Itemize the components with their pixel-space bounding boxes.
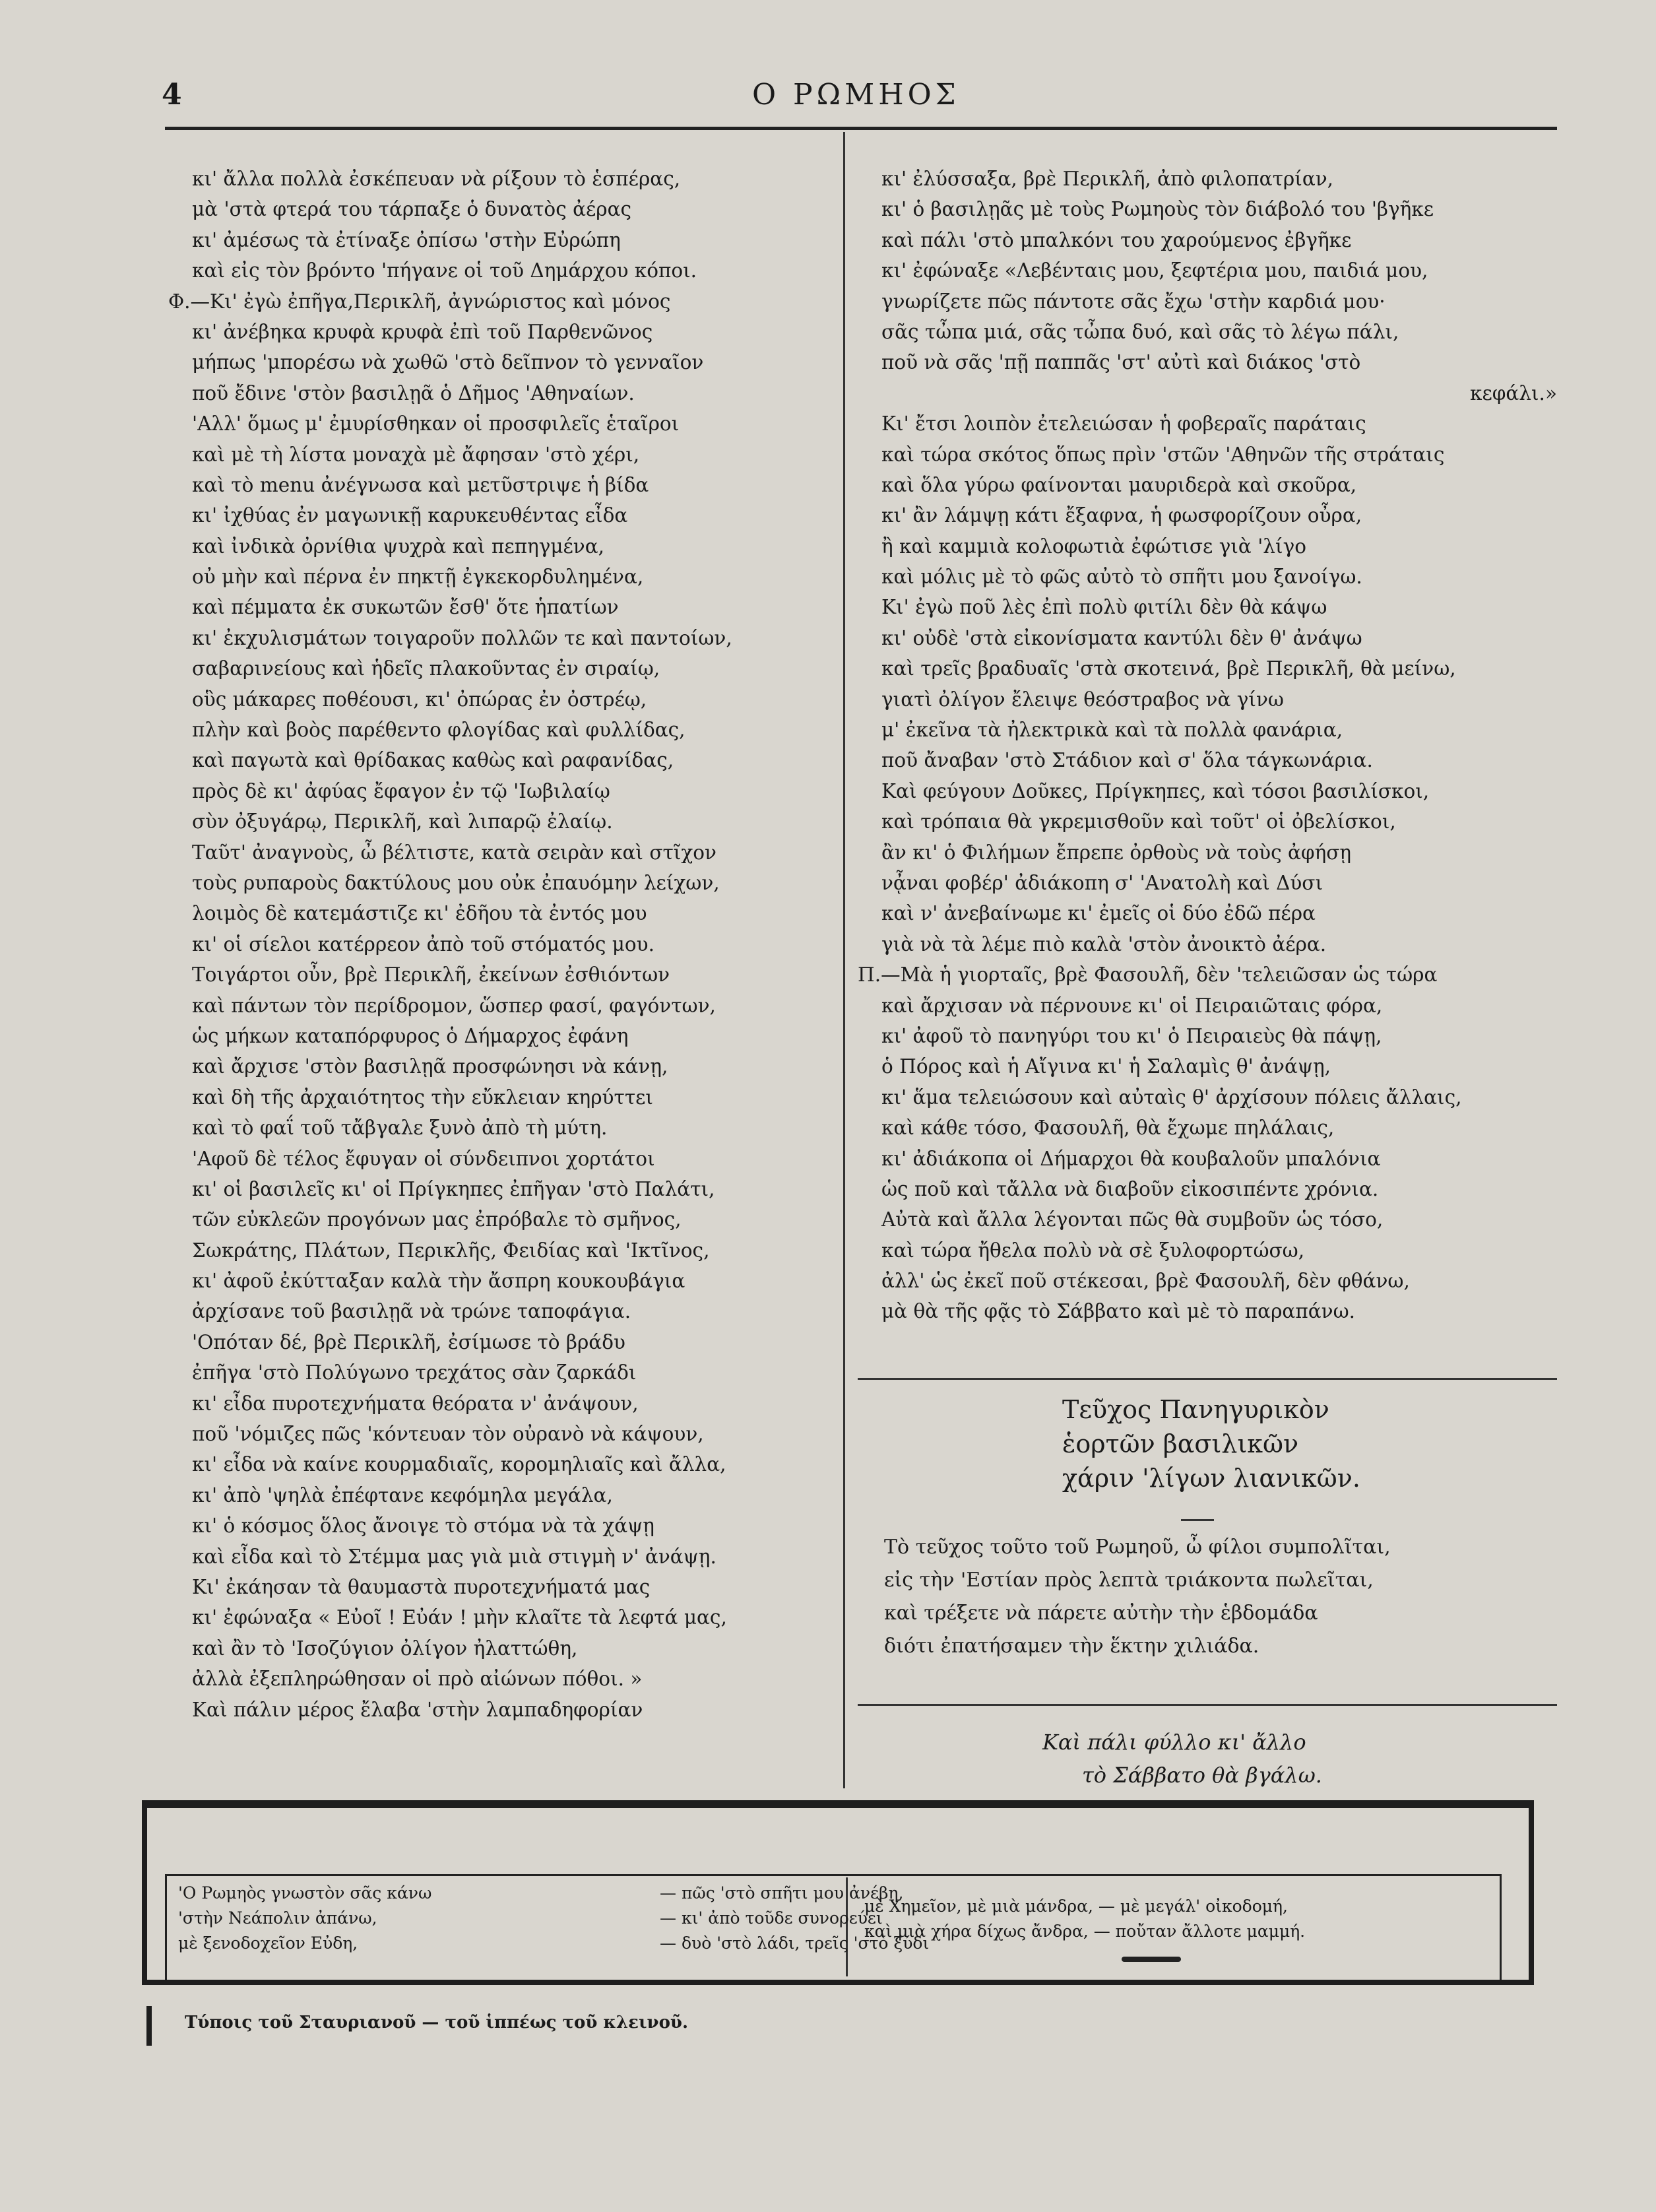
left-column-line: κι' οἱ σίελοι κατέρρεον ἀπὸ τοῦ στόματός μου. <box>192 932 654 956</box>
right-column-line: κι' ἀδιάκοπα οἱ Δήμαρχοι θὰ κουβαλοῦν μπαλόνια <box>881 1147 1381 1170</box>
left-column-line: κι' ὁ κόσμος ὅλος ἄνοιγε τὸ στόμα νὰ τὰ χάψῃ <box>192 1514 654 1538</box>
flourish-ornament <box>1122 1957 1181 1962</box>
closing-line: τὸ Σάββατο θὰ βγάλω. <box>1082 1763 1322 1788</box>
left-column-line: Φ.—Κι' ἐγὼ ἐπῆγα,Περικλῆ, ἀγνώριστος καὶ μόνος <box>168 290 671 313</box>
left-column-line: πλὴν καὶ βοὸς παρέθεντο φλογίδας καὶ φυλλίδας, <box>192 719 685 742</box>
left-column-line: κι' ἀνέβηκα κρυφὰ κρυφὰ ἐπὶ τοῦ Παρθενῶνος <box>192 320 653 343</box>
right-column-line: μ' ἐκεῖνα τὰ ἠλεκτρικὰ καὶ τὰ πολλὰ φανάρια, <box>881 719 1343 742</box>
left-column-line: οὐ μὴν καὶ πέρνα ἐν πηκτῇ ἐγκεκορδυλημένα, <box>192 566 644 589</box>
ad-line: 'Ο Ρωμηὸς γνωστὸν σᾶς κάνω <box>178 1883 432 1903</box>
column-divider <box>843 132 845 1788</box>
left-column-line: καὶ ἂν τὸ 'Ισοζύγιον ὀλίγον ἠλαττώθη, <box>192 1637 578 1660</box>
newspaper-title: Ο ΡΩΜΗΟΣ <box>752 78 960 112</box>
notice-title-line: Τεῦχος Πανηγυρικὸν <box>1062 1395 1329 1424</box>
notice-body-line: διότι ἐπατήσαμεν τὴν ἕκτην χιλιάδα. <box>884 1635 1259 1658</box>
left-column-line: Κι' ἐκάησαν τὰ θαυμαστὰ πυροτεχνήματά μας <box>192 1575 651 1598</box>
right-column-line: γνωρίζετε πῶς πάντοτε σᾶς ἔχω 'στὴν καρδιά μου· <box>881 290 1385 313</box>
right-column-line: σᾶς τὦπα μιά, σᾶς τὦπα δυό, καὶ σᾶς τὸ λέγω πάλι, <box>881 320 1399 343</box>
left-column-line: καὶ παγωτὰ καὶ θρίδακας καθὼς καὶ ραφανίδας, <box>192 749 674 772</box>
right-column-line: καὶ ὅλα γύρω φαίνονται μαυριδερὰ καὶ σκοῦρα, <box>881 473 1357 496</box>
right-column-line: καὶ ἄρχισαν νὰ πέρνουνε κι' οἱ Πειραιῶταις φόρα, <box>881 994 1383 1017</box>
right-column-line: Π.—Μὰ ἡ γιορταῖς, βρὲ Φασουλῆ, δὲν 'τελειῶσαν ὡς τώρα <box>858 963 1438 987</box>
left-column-line: ὡς μήκων καταπόρφυρος ὁ Δήμαρχος ἐφάνη <box>192 1024 629 1047</box>
left-column-line: καὶ τὸ menu ἀνέγνωσα καὶ μετῦστριψε ἡ βίδα <box>192 473 649 496</box>
left-column-line: 'Αλλ' ὅμως μ' ἐμυρίσθηκαν οἱ προσφιλεῖς ἑταῖροι <box>192 412 680 436</box>
right-column-line: Καὶ φεύγουν Δοῦκες, Πρίγκηπες, καὶ τόσοι βασιλίσκοι, <box>881 779 1430 802</box>
left-column-line: οὓς μάκαρες ποθέουσι, κι' ὀπώρας ἐν ὀστρέῳ, <box>192 688 647 711</box>
left-column-line: ἀρχίσανε τοῦ βασιλῃᾶ νὰ τρώνε ταποφάγια. <box>192 1300 631 1323</box>
left-column-line: κι' ἀφοῦ ἐκύτταξαν καλὰ τὴν ἄσπρη κουκουβάγια <box>192 1270 685 1293</box>
right-column-line: κι' ἀφοῦ τὸ πανηγύρι του κι' ὁ Πειραιεὺς θὰ πάψῃ, <box>881 1024 1382 1047</box>
right-column-line: κι' ἅμα τελειώσουν καὶ αὐταὶς θ' ἀρχίσουν πόλεις ἄλλαις, <box>881 1086 1462 1109</box>
ad-line: καὶ μιὰ χήρα δίχως ἄνδρα, — ποὔταν ἄλλοτε μαμμή. <box>864 1922 1306 1941</box>
right-column-line: Κι' ἔτσι λοιπὸν ἐτελειώσαν ἡ φοβεραῖς παράταις <box>881 412 1366 436</box>
notice-body-line: εἰς τὴν 'Εστίαν πρὸς λεπτὰ τριάκοντα πωλεῖται, <box>884 1569 1374 1592</box>
left-column-line: κι' εἶδα πυροτεχνήματα θεόρατα ν' ἀνάψουν, <box>192 1392 639 1415</box>
left-column-line: Ταῦτ' ἀναγνοὺς, ὦ βέλτιστε, κατὰ σειρὰν καὶ στῖχον <box>192 841 717 864</box>
ad-frame-bottom <box>142 1980 1534 1985</box>
right-column-line: γιὰ νὰ τὰ λέμε πιὸ καλὰ 'στὸν ἀνοικτὸ ἀέρα. <box>881 932 1327 956</box>
page-number: 4 <box>162 78 182 112</box>
notice-body-line: Τὸ τεῦχος τοῦτο τοῦ Ρωμηοῦ, ὦ φίλοι συμπολῖται, <box>884 1536 1391 1559</box>
left-column-line: καὶ ἄρχισε 'στὸν βασιλῃᾶ προσφώνησι νὰ κάνῃ, <box>192 1055 668 1078</box>
right-column-line: κι' ἐφώναξε «Λεβένταις μου, ξεφτέρια μου, παιδιά μου, <box>881 259 1428 282</box>
notice-body <box>884 1531 1391 1663</box>
notice-rule-bottom <box>858 1704 1557 1706</box>
closing-verse <box>1042 1726 1322 1792</box>
left-column-line: καὶ μὲ τὴ λίστα μοναχὰ μὲ ἄφησαν 'στὸ χέρι, <box>192 443 640 466</box>
left-column-line: τῶν εὐκλεῶν προγόνων μας ἐπρόβαλε τὸ σμῆνος, <box>192 1208 682 1231</box>
left-column-line: καὶ εἶδα καὶ τὸ Στέμμα μας γιὰ μιὰ στιγμὴ ν' ἀνάψῃ. <box>192 1545 717 1568</box>
right-column-line: καὶ τρόπαια θὰ γκρεμισθοῦν καὶ τοῦτ' οἱ ὀβελίσκοι, <box>881 810 1396 833</box>
right-column-line: καὶ κάθε τόσο, Φασουλῆ, θὰ ἔχωμε πηλάλαις, <box>881 1117 1335 1140</box>
left-column-line: μήπως 'μπορέσω νὰ χωθῶ 'στὸ δεῖπνον τὸ γενναῖον <box>192 351 704 374</box>
left-column-line: 'Οπόταν δέ, βρὲ Περικλῆ, ἐσίμωσε τὸ βράδυ <box>192 1330 625 1353</box>
right-column-line: καὶ τώρα σκότος ὅπως πρὶν 'στῶν 'Αθηνῶν τῆς στράταις <box>881 443 1445 466</box>
right-column <box>858 164 1557 1327</box>
ad-line: — δυὸ 'στὸ λάδι, τρεῖς 'στὸ ξύδι <box>660 1934 930 1953</box>
left-column-line: κι' ἄλλα πολλὰ ἐσκέπευαν νὰ ρίξουν τὸ ἑσπέρας, <box>192 168 681 190</box>
notice-body-line: καὶ τρέξετε νὰ πάρετε αὐτὴν τὴν ἑβδομάδα <box>884 1602 1318 1625</box>
left-column-line: κι' ἀπὸ 'ψηλὰ ἐπέφτανε κεφόμηλα μεγάλα, <box>192 1483 613 1507</box>
right-column-line: ἂν κι' ὁ Φιλήμων ἔπρεπε ὀρθοὺς νὰ τοὺς ἀφήσῃ <box>881 841 1352 864</box>
ad-line: — κι' ἀπὸ τοῦδε συνορεύει <box>660 1908 883 1928</box>
notice-title-line: ἑορτῶν βασιλικῶν <box>1062 1429 1299 1458</box>
left-column-line: σὺν ὀξυγάρῳ, Περικλῆ, καὶ λιπαρῷ ἐλαίῳ. <box>192 810 613 833</box>
left-column-line: 'Αφοῦ δὲ τέλος ἔφυγαν οἱ σύνδειπνοι χορτάτοι <box>192 1147 655 1170</box>
left-column-line: ἀλλὰ ἐξεπληρώθησαν οἱ πρὸ αἰώνων πόθοι. » <box>192 1668 643 1691</box>
left-column-line: λοιμὸς δὲ κατεμάστιζε κι' ἐδῆου τὰ ἐντός μου <box>192 902 647 925</box>
right-column-line: ποῦ ἄναβαν 'στὸ Στάδιον καὶ σ' ὅλα τάγκωνάρια. <box>881 749 1373 772</box>
right-column-line: κι' ἂν λάμψῃ κάτι ἔξαφνα, ἡ φωσφορίζουν οὖρα, <box>881 504 1362 527</box>
notice-rule-top <box>858 1378 1557 1380</box>
right-column-line: κεφάλι.» <box>1470 381 1557 405</box>
left-column-line: μὰ 'στὰ φτερά του τάρπαξε ὁ δυνατὸς ἀέρας <box>192 198 632 221</box>
left-column-line: καὶ πέμματα ἐκ συκωτῶν ἔσθ' ὅτε ἡπατίων <box>192 596 619 619</box>
left-column-line: κι' ἐφώναξα « Εὐοῖ ! Εὐάν ! μὴν κλαῖτε τὰ λεφτά μας, <box>192 1606 727 1629</box>
left-column-line: κι' οἱ βασιλεῖς κι' οἱ Πρίγκηπες ἐπῆγαν 'στὸ Παλάτι, <box>192 1177 715 1200</box>
left-column-line: καὶ πάντων τὸν περίδρομον, ὥσπερ φασί, φαγόντων, <box>192 994 716 1017</box>
right-column-line: ὡς ποῦ καὶ τἄλλα νὰ διαβοῦν εἰκοσιπέντε χρόνια. <box>881 1177 1379 1200</box>
left-column-line: Σωκράτης, Πλάτων, Περικλῆς, Φειδίας καὶ 'Ικτῖνος, <box>192 1239 710 1262</box>
left-column-line: κι' ἰχθύας ἐν μαγωνικῇ καρυκευθέντας εἶδα <box>192 504 628 527</box>
ad-line: μὲ Χημεῖον, μὲ μιὰ μάνδρα, — μὲ μεγάλ' οἰκοδομή, <box>864 1897 1288 1916</box>
left-column-line: πρὸς δὲ κι' ἀφύας ἔφαγον ἐν τῷ 'Ιωβιλαίῳ <box>192 779 610 802</box>
left-column-line: καὶ τὸ φαΐ τοῦ τἄβγαλε ξυνὸ ἀπὸ τὴ μύτη. <box>192 1117 608 1140</box>
left-column-line: ποῦ ἔδινε 'στὸν βασιλῃᾶ ὁ Δῆμος 'Αθηναίων. <box>192 381 635 405</box>
left-column-line: κι' εἶδα νὰ καίνε κουρμαδιαῖς, κορομηλιαῖς καὶ ἄλλα, <box>192 1453 726 1476</box>
notice-title-line: χάριν 'λίγων λιανικῶν. <box>1062 1464 1360 1493</box>
printer-bar <box>146 2006 152 2046</box>
left-column-line: ἐπῆγα 'στὸ Πολύγωνο τρεχάτος σὰν ζαρκάδι <box>192 1361 637 1384</box>
right-column-line: ἀλλ' ὡς ἐκεῖ ποῦ στέκεσαι, βρὲ Φασουλῆ, δὲν φθάνω, <box>881 1270 1410 1293</box>
left-column-line: Τοιγάρτοι οὖν, βρὲ Περικλῆ, ἐκείνων ἐσθιόντων <box>192 963 670 987</box>
left-column-line: καὶ δὴ τῆς ἀρχαιότητος τὴν εὔκλειαν κηρύττει <box>192 1086 653 1109</box>
ad-left-text <box>178 1881 431 1956</box>
header-rule <box>165 127 1557 130</box>
right-column-line: κι' ὁ βασιλῃᾶς μὲ τοὺς Ρωμηοὺς τὸν διάβολό του 'βγῆκε <box>881 198 1434 221</box>
right-column-line: καὶ τώρα ἤθελα πολὺ νὰ σὲ ξυλοφορτώσω, <box>881 1239 1305 1262</box>
right-column-line: καὶ τρεῖς βραδυαῖς 'στὰ σκοτεινά, βρὲ Περικλῆ, θὰ μείνω, <box>881 657 1456 680</box>
printer-imprint: Τύποις τοῦ Σταυριανοῦ — τοῦ ἱππέως τοῦ κλεινοῦ. <box>185 2013 689 2033</box>
notice-separator <box>1181 1519 1214 1521</box>
right-column-line: ποῦ νὰ σᾶς 'πῇ παππᾶς 'στ' αὐτὶ καὶ διάκος 'στὸ <box>881 351 1361 374</box>
left-column-line: σαβαρινείους καὶ ἡδεῖς πλακοῦντας ἐν σιραίῳ, <box>192 657 660 680</box>
ad-line: — πῶς 'στὸ σπῆτι μου ἀνέβη, <box>660 1883 904 1903</box>
right-column-line: κι' οὐδὲ 'στὰ εἰκονίσματα καντύλι δὲν θ' ἀνάψω <box>881 626 1362 649</box>
ad-frame-top <box>142 1800 1534 1808</box>
right-column-line: μὰ θὰ τῆς φᾷς τὸ Σάββατο καὶ μὲ τὸ παραπάνω. <box>881 1300 1356 1323</box>
left-column <box>168 164 835 1725</box>
left-column-line: ποῦ 'νόμιζες πῶς 'κόντευαν τὸν οὐρανὸ νὰ κάψουν, <box>192 1423 704 1446</box>
right-column-line: Κι' ἐγὼ ποῦ λὲς ἐπὶ πολὺ φιτίλι δὲν θὰ κάψω <box>881 596 1327 619</box>
right-column-line: καὶ μόλις μὲ τὸ φῶς αὐτὸ τὸ σπῆτι μου ξανοίγω. <box>881 566 1362 589</box>
right-column-line: νᾆναι φοβέρ' ἀδιάκοπη σ' 'Ανατολὴ καὶ Δύσι <box>881 871 1323 894</box>
right-column-line: καὶ ν' ἀνεβαίνωμε κι' ἐμεῖς οἱ δύο ἐδῶ πέρα <box>881 902 1316 925</box>
left-column-line: κι' ἀμέσως τὰ ἐτίναξε ὀπίσω 'στὴν Εὐρώπη <box>192 228 621 251</box>
closing-line: Καὶ πάλι φύλλο κι' ἄλλο <box>1042 1730 1306 1755</box>
notice-title <box>1062 1392 1360 1495</box>
left-column-line: καὶ ἰνδικὰ ὀρνίθια ψυχρὰ καὶ πεπηγμένα, <box>192 535 605 558</box>
left-column-line: Καὶ πάλιν μέρος ἔλαβα 'στὴν λαμπαδηφορίαν <box>192 1698 643 1721</box>
right-column-line: Αὐτὰ καὶ ἄλλα λέγονται πῶς θὰ συμβοῦν ὡς τόσο, <box>881 1208 1384 1231</box>
right-column-line: ἢ καὶ καμμιὰ κολοφωτιὰ ἐφώτισε γιὰ 'λίγο <box>881 535 1306 558</box>
right-column-line: κι' ἐλύσσαξα, βρὲ Περικλῆ, ἀπὸ φιλοπατρίαν, <box>881 168 1334 190</box>
right-column-line: ὁ Πόρος καὶ ἡ Αἴγινα κι' ἡ Σαλαμὶς θ' ἀνάψῃ, <box>881 1055 1331 1078</box>
ad-line: 'στὴν Νεάπολιν ἀπάνω, <box>178 1908 377 1928</box>
ad-right-text <box>864 1894 1305 1944</box>
right-column-line: καὶ πάλι 'στὸ μπαλκόνι του χαρούμενος ἐβγῆκε <box>881 228 1352 251</box>
ad-line: μὲ ξενοδοχεῖον Εὐδη, <box>178 1934 358 1953</box>
right-column-line: γιατὶ ὀλίγον ἔλειψε θεόστραβος νὰ γίνω <box>881 688 1284 711</box>
left-column-line: καὶ εἰς τὸν βρόντο 'πήγανε οἱ τοῦ Δημάρχου κόποι. <box>192 259 697 282</box>
left-column-line: κι' ἐκχυλισμάτων τοιγαροῦν πολλῶν τε καὶ παντοίων, <box>192 626 732 649</box>
left-column-line: τοὺς ρυπαροὺς δακτύλους μου οὐκ ἐπαυόμην λείχων, <box>192 871 720 894</box>
